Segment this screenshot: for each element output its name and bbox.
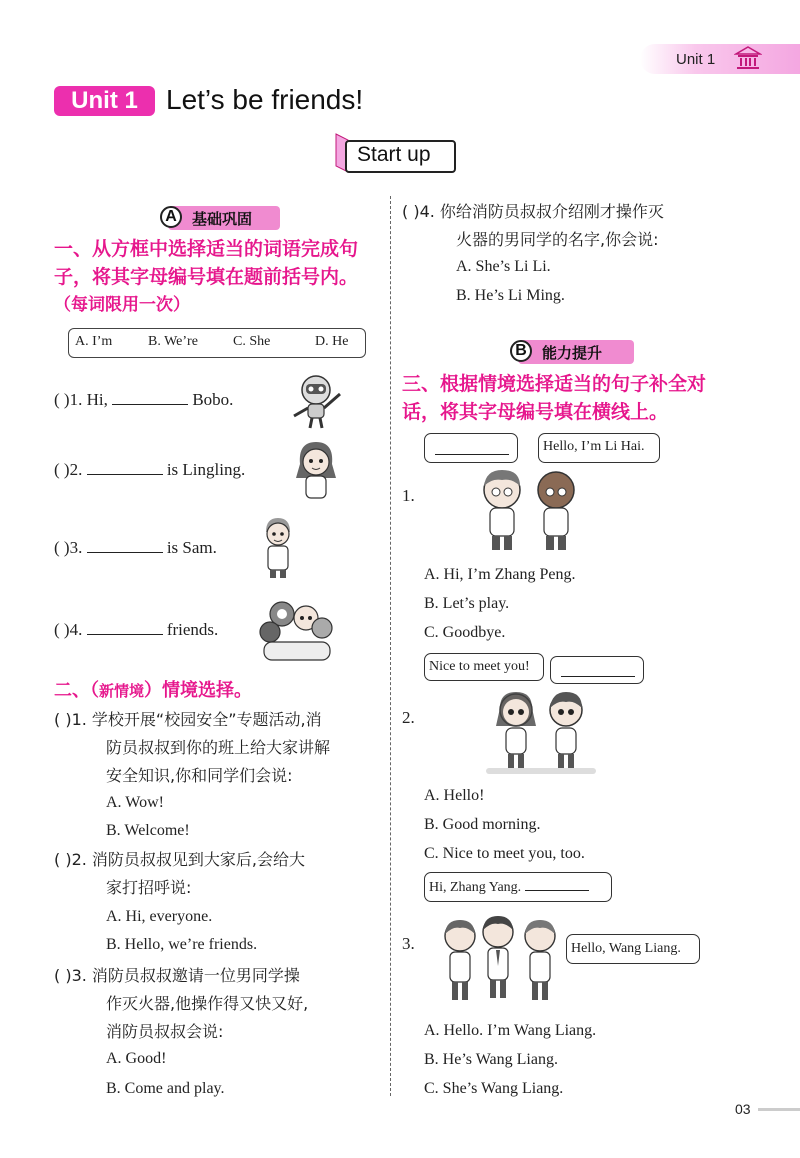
new-context-tag: 新情境: [99, 682, 145, 700]
part3-q2-option-a[interactable]: A. Hello!: [424, 787, 485, 804]
unit-tab: [640, 44, 800, 74]
part2-instruction-b: ）情境选择。: [144, 680, 253, 701]
part1-instruction-line3: （每词限用一次）: [54, 295, 190, 315]
speech-bubble-left: [424, 872, 612, 902]
part2-q4-line1: ( )4. 你给消防员叔叔介绍刚才操作灭: [402, 202, 664, 221]
children-picture: [436, 910, 566, 1004]
speech-bubble-left: Nice to meet you!: [424, 653, 544, 681]
footer-line: [758, 1108, 800, 1111]
part2-q3-option-b[interactable]: B. Come and play.: [106, 1080, 225, 1097]
part2-q3-line1: ( )3. 消防员叔叔邀请一位男同学操: [54, 966, 300, 985]
part3-q1-option-c[interactable]: C. Goodbye.: [424, 624, 506, 641]
robot-picture: [280, 370, 352, 430]
section-a-label: 基础巩固: [192, 210, 253, 228]
answer-blank[interactable]: [525, 879, 589, 891]
answer-blank[interactable]: [87, 461, 163, 475]
part2-q4-option-a[interactable]: A. She’s Li Li.: [456, 258, 551, 275]
part1-q3: [54, 534, 217, 562]
part2-q3-option-a[interactable]: A. Good!: [106, 1050, 167, 1067]
part3-q3-option-a[interactable]: A. Hello. I’m Wang Liang.: [424, 1022, 597, 1039]
part3-q3-option-b[interactable]: B. He’s Wang Liang.: [424, 1051, 558, 1068]
part1-q1-pre: ( )1. Hi,: [54, 390, 108, 409]
part2-q1-line2: 防员叔叔到你的班上给大家讲解: [106, 738, 331, 757]
part3-instruction-line1: 三、根据情境选择适当的句子补全对: [402, 373, 707, 395]
part1-q2-post: is Lingling.: [166, 460, 246, 479]
word-b: B. We’re: [148, 334, 198, 349]
friends-picture: [256, 592, 338, 668]
part3-q1-option-a[interactable]: A. Hi, I’m Zhang Peng.: [424, 566, 576, 583]
part2-q1-option-b[interactable]: B. Welcome!: [106, 822, 190, 839]
section-b-label: 能力提升: [542, 344, 603, 362]
part1-q1-post: Bobo.: [192, 390, 234, 409]
speech-bubble-right: Hello, I’m Li Hai.: [538, 433, 660, 463]
part3-q2-option-c[interactable]: C. Nice to meet you, too.: [424, 845, 585, 862]
answer-blank[interactable]: [87, 621, 163, 635]
part1-q4: [54, 616, 218, 644]
part1-q3-pre: ( )3.: [54, 538, 83, 557]
speech-bubble-left: [424, 433, 518, 463]
children-picture: [486, 686, 596, 776]
children-picture: [464, 462, 594, 554]
unit-badge: Unit 1: [54, 86, 155, 116]
part1-q4-pre: ( )4.: [54, 620, 83, 639]
part2-q4-line2: 火器的男同学的名字,你会说:: [456, 230, 659, 249]
speech-bubble-right: [550, 656, 644, 684]
part1-instruction-line1: 一、从方框中选择适当的词语完成句: [54, 238, 359, 260]
word-c: C. She: [233, 334, 271, 349]
start-up-label: Start up: [357, 143, 431, 166]
part1-q2: [54, 456, 245, 484]
part3-q1-number: 1.: [402, 486, 415, 505]
answer-blank[interactable]: [87, 539, 163, 553]
part2-q3-line3: 消防员叔叔会说:: [106, 1022, 224, 1041]
word-d: D. He: [315, 334, 349, 349]
boy-picture: [258, 514, 298, 580]
bubble-left-text: Hi, Zhang Yang.: [429, 880, 522, 895]
part3-q2-number: 2.: [402, 708, 415, 727]
part2-q1-option-a[interactable]: A. Wow!: [106, 794, 164, 811]
part2-q2-option-b[interactable]: B. Hello, we’re friends.: [106, 936, 258, 953]
part1-q2-pre: ( )2.: [54, 460, 83, 479]
girl-picture: [290, 438, 342, 502]
unit-title: Let’s be friends!: [166, 84, 364, 115]
answer-blank[interactable]: [435, 454, 509, 455]
part2-q2-option-a[interactable]: A. Hi, everyone.: [106, 908, 213, 925]
part2-instruction: [54, 676, 252, 706]
column-divider: [390, 196, 391, 1096]
section-a-letter: A: [160, 206, 182, 228]
part3-q2-option-b[interactable]: B. Good morning.: [424, 816, 541, 833]
part1-instruction-line2: 子，将其字母编号填在题前括号内。: [54, 266, 359, 288]
section-b-letter: B: [510, 340, 532, 362]
part3-q3-option-c[interactable]: C. She’s Wang Liang.: [424, 1080, 564, 1097]
answer-blank[interactable]: [561, 676, 635, 677]
part3-instruction-line2: 话，将其字母编号填在横线上。: [402, 401, 669, 423]
part2-q2-line1: ( )2. 消防员叔叔见到大家后,会给大: [54, 850, 306, 869]
part2-q3-line2: 作灭火器,他操作得又快又好,: [106, 994, 309, 1013]
part2-q1-line3: 安全知识,你和同学们会说:: [106, 766, 293, 785]
speech-bubble-right: Hello, Wang Liang.: [566, 934, 700, 964]
part2-instruction-a: 二、（: [54, 680, 99, 701]
part1-q3-post: is Sam.: [166, 538, 217, 557]
part2-q2-line2: 家打招呼说:: [106, 878, 192, 897]
word-a: A. I’m: [75, 334, 113, 349]
part3-q1-option-b[interactable]: B. Let’s play.: [424, 595, 510, 612]
answer-blank[interactable]: [112, 391, 188, 405]
part2-q1-line1: ( )1. 学校开展“校园安全”专题活动,消: [54, 710, 322, 729]
temple-icon: [734, 45, 762, 71]
part3-q3-number: 3.: [402, 934, 415, 953]
part1-q1: [54, 386, 233, 414]
unit-tab-label: Unit 1: [676, 51, 716, 68]
part1-q4-post: friends.: [166, 620, 219, 639]
page-number: 03: [735, 1101, 751, 1117]
part2-q4-option-b[interactable]: B. He’s Li Ming.: [456, 287, 565, 304]
